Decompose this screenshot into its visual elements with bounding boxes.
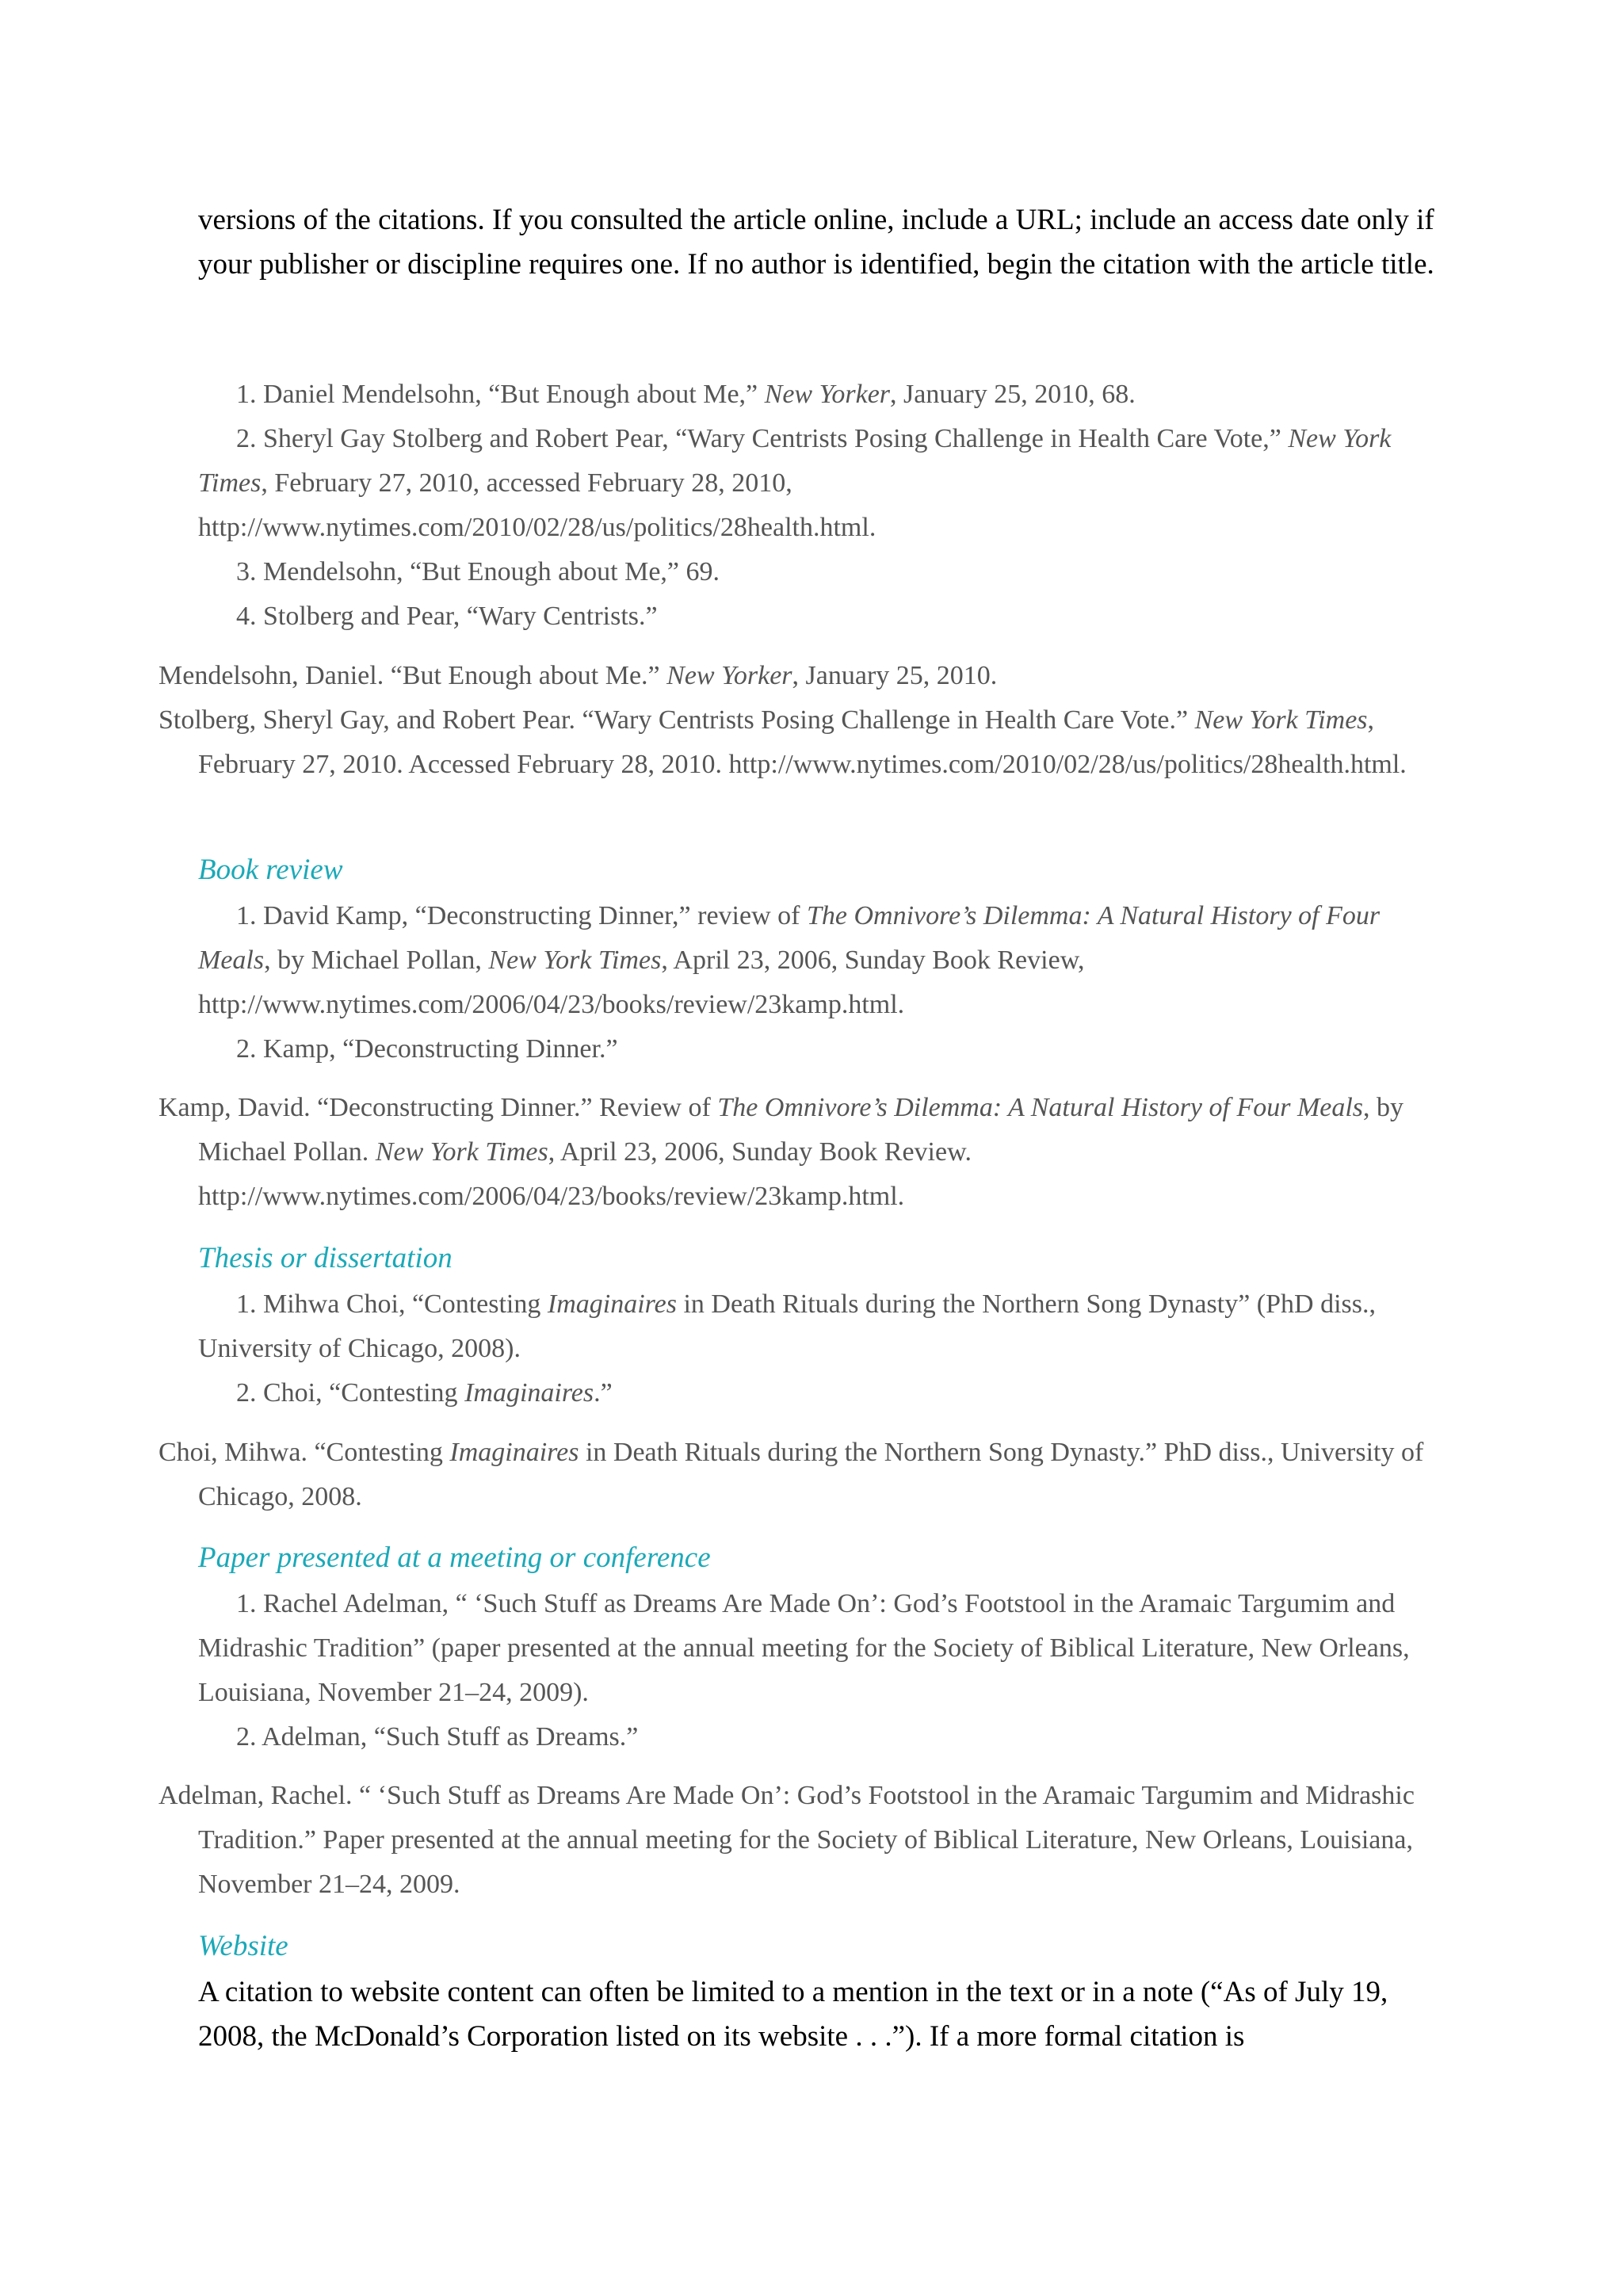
magazine-note-3: 3. Mendelsohn, “But Enough about Me,” 69.	[236, 557, 720, 586]
book-review-bibliography	[158, 1086, 1434, 1219]
magazine-bibliography	[158, 654, 1434, 787]
magazine-note-2: 2. Sheryl Gay Stolberg and Robert Pear, “Wary Centrists Posing Challenge in Health Care Vote,” New York Times, February 27, 2010, accessed February 28, 2010, http://www.nytimes.com/2010/02/28/us/politics/28health.html.	[198, 424, 1392, 542]
magazine-note-4: 4. Stolberg and Pear, “Wary Centrists.”	[236, 602, 658, 631]
paper-bib-1: Adelman, Rachel. “ ‘Such Stuff as Dreams Are Made On’: God’s Footstool in the Aramaic Targumim and Midrashic Tradition.” Paper presented at the annual meeting for the Society of Biblical Literature, New Orleans, Louisiana, November 21–24, 2009.	[158, 1781, 1415, 1899]
intro-paragraph	[198, 198, 1434, 287]
magazine-bib-2: Stolberg, Sheryl Gay, and Robert Pear. “Wary Centrists Posing Challenge in Health Care Vote.” New York Times, February 27, 2010. Accessed February 28, 2010. http://www.nytimes.com/2010/02/28/us/politics/28health.html.	[158, 705, 1407, 779]
magazine-bib-1: Mendelsohn, Daniel. “But Enough about Me.” New Yorker, January 25, 2010.	[158, 661, 998, 690]
paper-bibliography	[158, 1774, 1434, 1907]
heading-website: Website	[198, 1930, 288, 1962]
book-review-bib-1: Kamp, David. “Deconstructing Dinner.” Review of The Omnivore’s Dilemma: A Natural History of Four Meals, by Michael Pollan. New York Times, April 23, 2006, Sunday Book Review. http://www.nytimes.com/2006/04/23/books/review/23kamp.html.	[158, 1093, 1404, 1211]
thesis-note-2: 2. Choi, “Contesting Imaginaires.”	[236, 1378, 613, 1408]
paper-note-2: 2. Adelman, “Such Stuff as Dreams.”	[236, 1722, 639, 1752]
paper-notes	[198, 1582, 1434, 1759]
magazine-note-1: 1. Daniel Mendelsohn, “But Enough about Me,” New Yorker, January 25, 2010, 68.	[236, 380, 1136, 409]
heading-book-review: Book review	[198, 854, 343, 886]
intro-text: versions of the citations. If you consulted the article online, include a URL; include an access date only if your publisher or discipline requires one. If no author is identified, begin the citation with the article title.	[198, 204, 1434, 281]
paper-note-1: 1. Rachel Adelman, “ ‘Such Stuff as Dreams Are Made On’: God’s Footstool in the Aramaic Targumim and Midrashic Tradition” (paper presented at the annual meeting for the Society of Biblical Literature, New Orleans, Louisiana, November 21–24, 2009).	[198, 1589, 1410, 1707]
thesis-bibliography	[158, 1431, 1434, 1519]
heading-thesis: Thesis or dissertation	[198, 1242, 453, 1274]
magazine-notes	[198, 372, 1434, 639]
book-review-note-1: 1. David Kamp, “Deconstructing Dinner,” review of The Omnivore’s Dilemma: A Natural History of Four Meals, by Michael Pollan, New York Times, April 23, 2006, Sunday Book Review, http://www.nytimes.com/2006/04/23/books/review/23kamp.html.	[198, 901, 1381, 1019]
book-review-notes	[198, 894, 1434, 1072]
website-paragraph	[198, 1970, 1434, 2059]
website-text: A citation to website content can often be limited to a mention in the text or in a note (“As of July 19, 2008, the McDonald’s Corporation listed on its website . . .”). If a more formal citation is	[198, 1976, 1388, 2053]
thesis-bib-1: Choi, Mihwa. “Contesting Imaginaires in Death Rituals during the Northern Song Dynasty.” PhD diss., University of Chicago, 2008.	[158, 1438, 1424, 1511]
thesis-notes	[198, 1282, 1434, 1415]
thesis-note-1: 1. Mihwa Choi, “Contesting Imaginaires in Death Rituals during the Northern Song Dynasty” (PhD diss., University of Chicago, 2008).	[198, 1289, 1376, 1363]
book-review-note-2: 2. Kamp, “Deconstructing Dinner.”	[236, 1034, 618, 1064]
heading-paper-presented: Paper presented at a meeting or conference	[198, 1541, 711, 1574]
